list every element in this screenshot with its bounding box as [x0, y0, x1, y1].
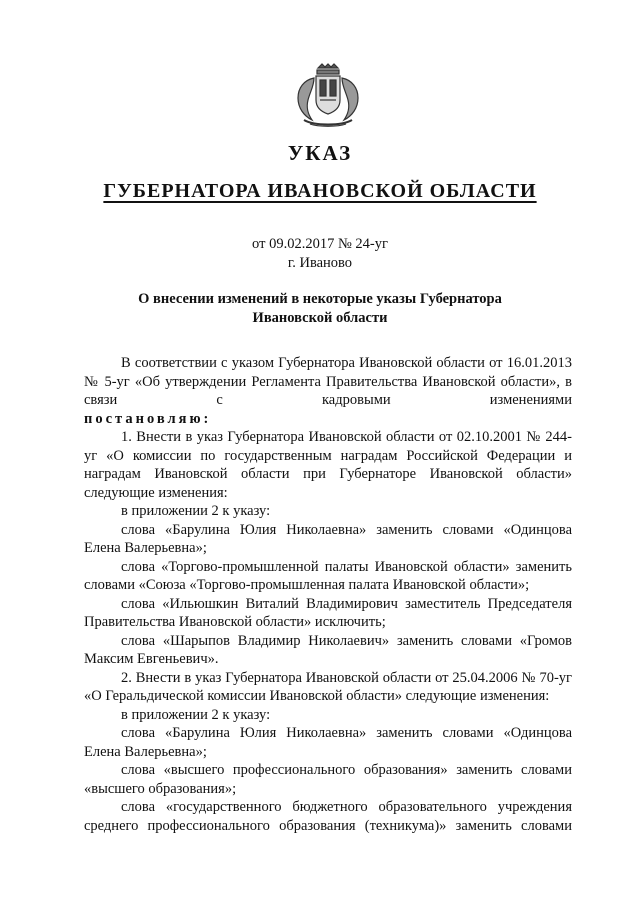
- subject-line-1: О внесении изменений в некоторые указы Губернатора: [138, 291, 502, 307]
- paragraph-change-6: слова «высшего профессионального образования» заменить словами «высшего образования»;: [84, 762, 572, 797]
- paragraph-annex-1: в приложении 2 к указу:: [121, 503, 271, 519]
- paragraph-change-5: слова «Барулина Юлия Николаевна» заменить словами «Одинцова Елена Валерьевна»;: [84, 725, 572, 760]
- document-date-number: от 09.02.2017 № 24-уг: [252, 236, 388, 252]
- paragraph-change-4: слова «Шарыпов Владимир Николаевич» заменить словами «Громов Максим Евгеньевич».: [84, 632, 572, 667]
- paragraph-annex-2: в приложении 2 к указу:: [121, 706, 271, 723]
- paragraph-change-3: слова «Ильюшкин Виталий Владимирович заместитель Председателя Правительства Ивановской области» исключить;: [84, 595, 572, 630]
- subject-line-2: Ивановской области: [252, 309, 388, 326]
- paragraph-decree-word: постановляю:: [84, 410, 212, 427]
- paragraph-change-2: слова «Торгово-промышленной палаты Ивановской области» заменить словами «Союза «Торгово-промышленная палата Ивановской области»;: [84, 558, 572, 593]
- coat-of-arms-emblem: [290, 62, 366, 128]
- document-subject: [0, 290, 640, 327]
- document-body: [84, 354, 572, 835]
- paragraph-item-2: 2. Внести в указ Губернатора Ивановской области от 25.04.2006 № 70-уг «О Геральдической комиссии Ивановской области» следующие изменения:: [84, 669, 572, 704]
- document-title: УКАЗ: [287, 141, 353, 165]
- document-subtitle: ГУБЕРНАТОРА ИВАНОВСКОЙ ОБЛАСТИ: [103, 180, 537, 202]
- document-city: г. Иваново: [287, 255, 353, 271]
- paragraph-preamble: В соответствии с указом Губернатора Ивановской области от 16.01.2013 № 5-уг «Об утверждении Регламента Правительства Ивановской области», в связи с кадровыми изменениями: [84, 355, 572, 408]
- paragraph-change-7: слова «государственного бюджетного образовательного учреждения среднего профессионального образования (техникума)» заменить словами: [84, 799, 572, 834]
- paragraph-item-1: 1. Внести в указ Губернатора Ивановской области от 02.10.2001 № 244-уг «О комиссии по государственным наградам Российской Федерации и наградам Ивановской области при Губернаторе Ивановской области» следующие изменения:: [84, 429, 572, 501]
- paragraph-change-1: слова «Барулина Юлия Николаевна» заменить словами «Одинцова Елена Валерьевна»;: [84, 521, 572, 556]
